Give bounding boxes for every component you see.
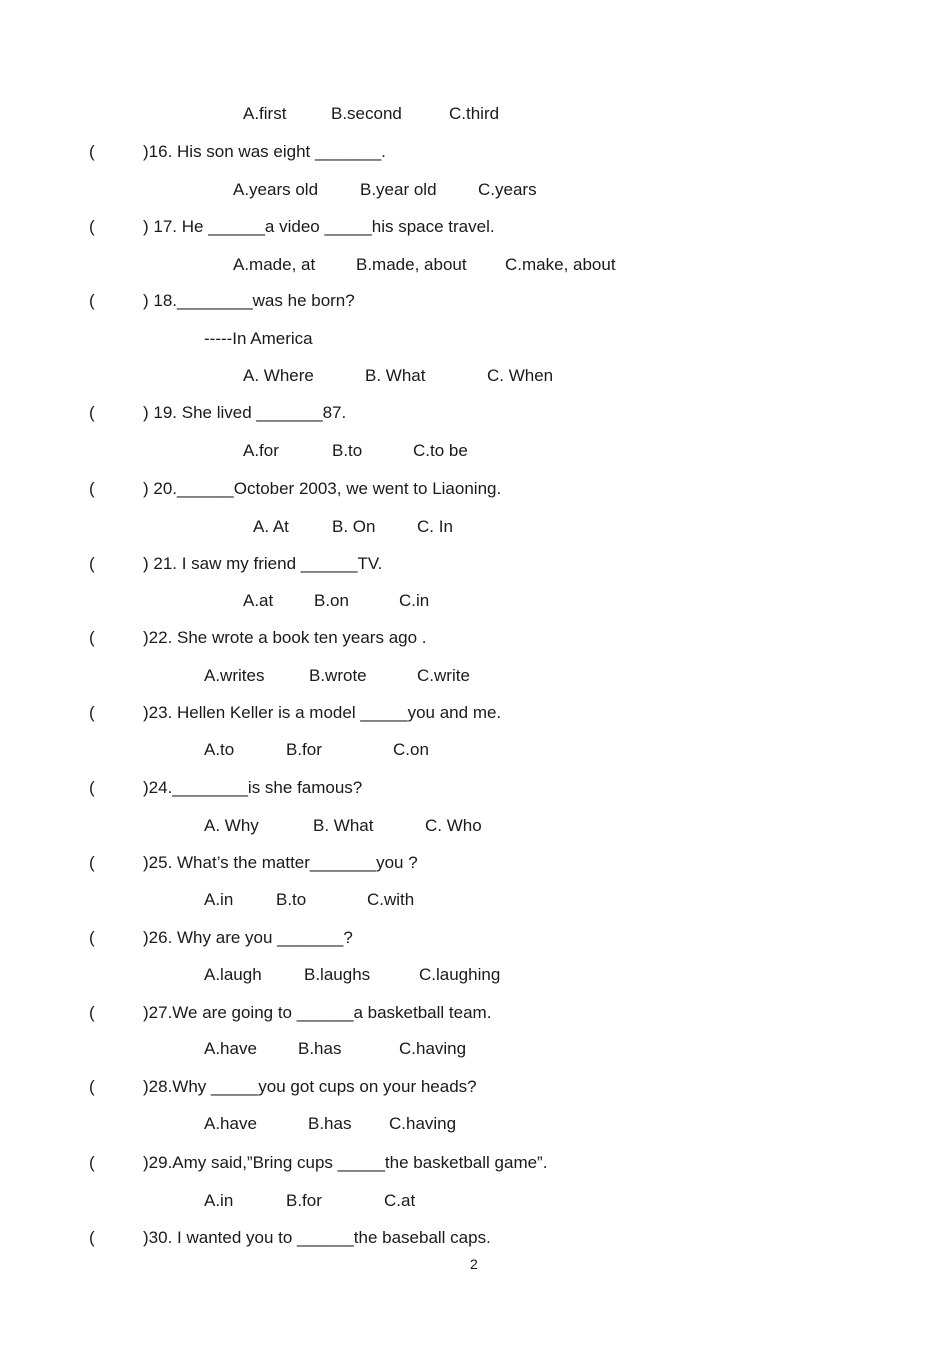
question-27: )27.We are going to ______a basketball team.: [143, 1003, 492, 1022]
option-b: B.to: [276, 890, 307, 909]
option-c: C.years: [478, 180, 537, 199]
option-c: C. Who: [425, 816, 482, 835]
question-21: ) 21. I saw my friend ______TV.: [143, 554, 383, 573]
dialogue-reply: -----In America: [204, 329, 313, 348]
option-c: C. In: [417, 517, 453, 536]
option-b: B.has: [298, 1039, 342, 1058]
option-a: A.for: [243, 441, 279, 460]
question-24: )24.________is she famous?: [143, 778, 363, 797]
question-28: )28.Why _____you got cups on your heads?: [143, 1077, 477, 1096]
question-18: ) 18.________was he born?: [143, 291, 355, 310]
answer-paren: (: [89, 1228, 95, 1247]
option-c: C.third: [449, 104, 500, 123]
option-c: C.having: [399, 1039, 467, 1058]
question-29: )29.Amy said,”Bring cups _____the basketball game”.: [143, 1153, 548, 1172]
answer-paren: (: [89, 403, 95, 422]
option-b: B.year old: [360, 180, 437, 199]
option-a: A.to: [204, 740, 235, 759]
question-16: )16. His son was eight _______.: [143, 142, 386, 161]
question-23: )23. Hellen Keller is a model _____you and me.: [143, 703, 502, 722]
question-22: )22. She wrote a book ten years ago .: [143, 628, 427, 647]
option-a: A.writes: [204, 666, 265, 685]
option-c: C.with: [367, 890, 415, 909]
answer-paren: (: [89, 291, 95, 310]
option-b: B.for: [286, 740, 322, 759]
answer-paren: (: [89, 928, 95, 947]
option-c: C.write: [417, 666, 470, 685]
option-b: B.to: [332, 441, 363, 460]
option-a: A. Where: [243, 366, 314, 385]
answer-paren: (: [89, 1003, 95, 1022]
option-b: B.for: [286, 1191, 322, 1210]
option-a: A.first: [243, 104, 287, 123]
page-number: 2: [470, 1256, 478, 1272]
answer-paren: (: [89, 778, 95, 797]
answer-paren: (: [89, 554, 95, 573]
answer-paren: (: [89, 1153, 95, 1172]
option-a: A.made, at: [233, 255, 316, 274]
option-b: B.wrote: [309, 666, 367, 685]
option-c: C.make, about: [505, 255, 616, 274]
option-c: C.at: [384, 1191, 416, 1210]
answer-paren: (: [89, 853, 95, 872]
option-a: A.in: [204, 1191, 234, 1210]
option-b: B. What: [313, 816, 374, 835]
answer-paren: (: [89, 479, 95, 498]
option-b: B.on: [314, 591, 349, 610]
answer-paren: (: [89, 142, 95, 161]
option-b: B.made, about: [356, 255, 467, 274]
option-c: C.to be: [413, 441, 468, 460]
option-c: C.on: [393, 740, 429, 759]
option-c: C.in: [399, 591, 430, 610]
option-a: A.in: [204, 890, 234, 909]
option-a: A. Why: [204, 816, 259, 835]
option-c: C. When: [487, 366, 554, 385]
answer-paren: (: [89, 703, 95, 722]
answer-paren: (: [89, 217, 95, 236]
option-a: A.have: [204, 1114, 257, 1133]
option-b: B.second: [331, 104, 402, 123]
option-c: C.laughing: [419, 965, 501, 984]
option-b: B. On: [332, 517, 376, 536]
question-30: )30. I wanted you to ______the baseball caps.: [143, 1228, 491, 1247]
question-25: )25. What’s the matter_______you ?: [143, 853, 418, 872]
question-26: )26. Why are you _______?: [143, 928, 353, 947]
question-19: ) 19. She lived _______87.: [143, 403, 347, 422]
question-20: ) 20.______October 2003, we went to Liaoning.: [143, 479, 502, 498]
answer-paren: (: [89, 1077, 95, 1096]
question-17: ) 17. He ______a video _____his space travel.: [143, 217, 495, 236]
option-a: A.years old: [233, 180, 319, 199]
option-b: B. What: [365, 366, 426, 385]
option-a: A. At: [253, 517, 289, 536]
answer-paren: (: [89, 628, 95, 647]
option-a: A.laugh: [204, 965, 262, 984]
option-a: A.at: [243, 591, 274, 610]
option-a: A.have: [204, 1039, 257, 1058]
option-b: B.laughs: [304, 965, 371, 984]
option-b: B.has: [308, 1114, 352, 1133]
option-c: C.having: [389, 1114, 457, 1133]
